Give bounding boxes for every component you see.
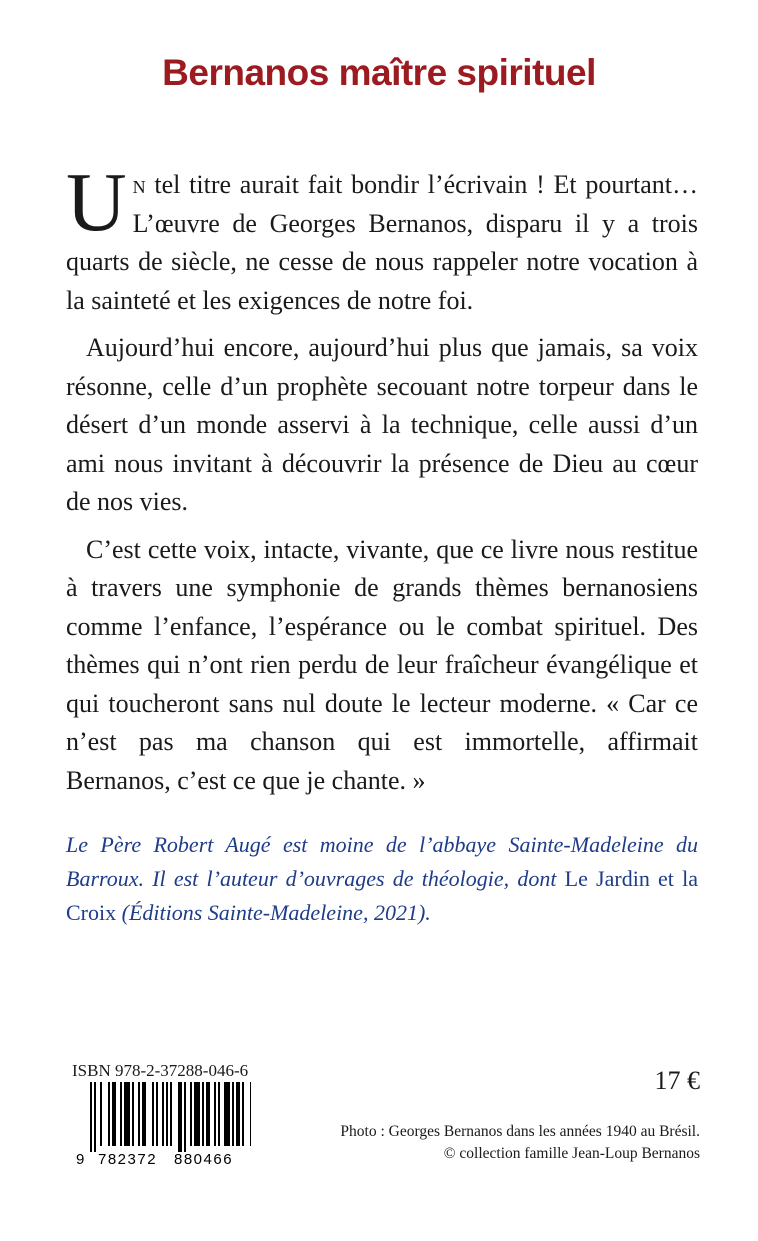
barcode-bar bbox=[184, 1082, 186, 1152]
photo-credit-line-1: Photo : Georges Bernanos dans les années 1940 au Brésil. bbox=[340, 1123, 700, 1140]
photo-credit-line-2: © collection famille Jean-Loup Bernanos bbox=[443, 1145, 700, 1162]
paragraph-3: C’est cette voix, intacte, vivante, que ce livre nous restitue à travers une symphonie de grands thèmes bernanosiens comme l’enfance, l’espérance ou le combat spirituel. Des thèmes qui n’ont rien perdu de leur fraîcheur évangélique et qui toucheront sans nul doute le lecteur moderne. « Car ce n’est pas ma chanson qui est immortelle, affirmait Bernanos, c’est ce que je chante. » bbox=[66, 534, 698, 795]
barcode-group-1: 782372 bbox=[98, 1151, 158, 1166]
paragraph-1-text: tel titre aurait fait bondir l’écrivain ! Et pourtant…L’œuvre de Georges Bernanos, disparu il y a trois quarts de siècle, ne cesse de nous rappeler notre vocation à la sainteté et les exigences de notre foi. bbox=[66, 170, 698, 315]
back-cover-text bbox=[66, 156, 698, 809]
first-word-rest: n bbox=[132, 170, 146, 199]
isbn-label: ISBN 978-2-37288-046-6 bbox=[72, 1061, 249, 1080]
barcode-bar bbox=[112, 1082, 116, 1146]
drop-cap-letter: U bbox=[66, 156, 127, 249]
barcode-bar bbox=[242, 1082, 244, 1146]
photo-credit bbox=[300, 1121, 700, 1165]
barcode-bar bbox=[142, 1082, 146, 1146]
barcode-bar bbox=[162, 1082, 164, 1146]
barcode-bar bbox=[218, 1082, 220, 1146]
barcode-bar bbox=[100, 1082, 102, 1146]
barcode-bar bbox=[232, 1082, 234, 1146]
bio-part-2: (Éditions Sainte-Madeleine, 2021). bbox=[116, 900, 431, 925]
barcode-bar bbox=[138, 1082, 140, 1146]
barcode-bar bbox=[94, 1082, 96, 1152]
barcode-bar bbox=[108, 1082, 110, 1146]
barcode-group-2: 880466 bbox=[174, 1151, 234, 1166]
barcode-bar bbox=[120, 1082, 122, 1146]
barcode-bar bbox=[250, 1082, 251, 1146]
bio-part-1: Le Père Robert Augé est moine de l’abbaye Sainte-Madeleine du Barroux. Il est l’auteur d’ouvrages de théologie, dont bbox=[66, 832, 698, 891]
paragraph-2: Aujourd’hui encore, aujourd’hui plus que jamais, sa voix résonne, celle d’un prophète secouant notre torpeur dans le désert d’un monde asservi à la technique, celle aussi d’un ami nous invitant à découvrir la présence de Dieu au cœur de nos vies. bbox=[66, 333, 698, 516]
bio-book-title: Le Jardin et la Croix bbox=[66, 866, 698, 925]
author-bio bbox=[66, 828, 698, 930]
barcode-bar bbox=[90, 1082, 92, 1152]
barcode bbox=[76, 1082, 251, 1166]
barcode-bar bbox=[166, 1082, 168, 1146]
barcode-bar bbox=[178, 1082, 182, 1152]
barcode-bar bbox=[124, 1082, 130, 1146]
barcode-bar bbox=[152, 1082, 154, 1146]
barcode-bar bbox=[224, 1082, 230, 1146]
barcode-bar bbox=[132, 1082, 134, 1146]
barcode-bar bbox=[202, 1082, 204, 1146]
barcode-bar bbox=[214, 1082, 216, 1146]
barcode-bar bbox=[170, 1082, 172, 1146]
barcode-bar bbox=[194, 1082, 200, 1146]
price: 17 € bbox=[654, 1066, 700, 1095]
barcode-bar bbox=[236, 1082, 240, 1146]
paragraph-1 bbox=[66, 156, 698, 320]
barcode-graphic bbox=[76, 1082, 251, 1166]
barcode-bar bbox=[206, 1082, 210, 1146]
barcode-bar bbox=[190, 1082, 192, 1146]
barcode-lead-digit: 9 bbox=[76, 1151, 85, 1166]
barcode-bar bbox=[156, 1082, 158, 1146]
book-title: Bernanos maître spirituel bbox=[162, 52, 596, 93]
